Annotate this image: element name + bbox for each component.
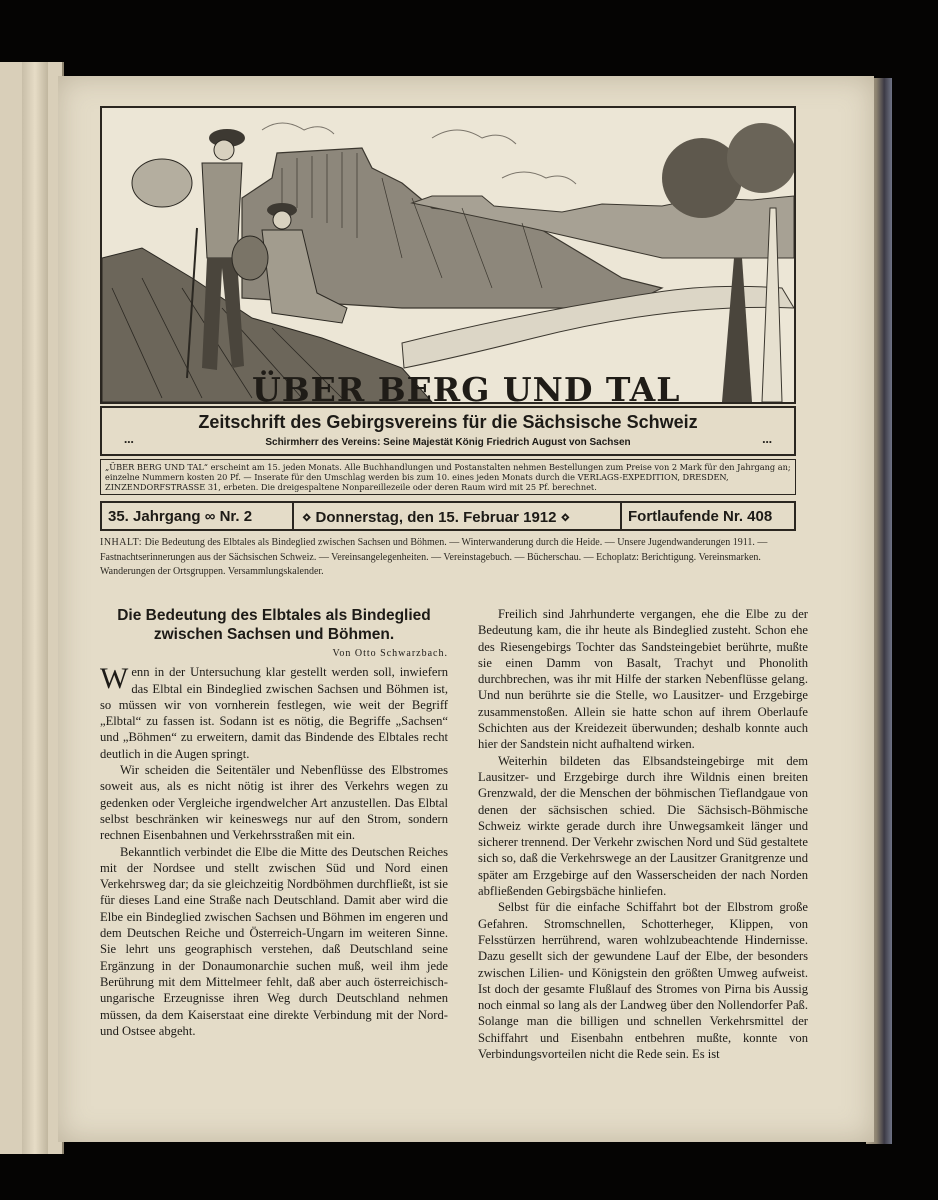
article-column-right — [478, 606, 808, 1062]
article-paragraph: Bekanntlich verbindet die Elbe die Mitte des Deutschen Reiches mit der Nordsee und stellt zwischen Süd und Nord einen Verkehrsweg dar; da sie gleichzeitig Nordböhmen durchfließt, ist sie für dieses Land eine Straße nach Deutschland. Damit aber wird die Elbe ein Bindeglied zwischen Sachsen und Böhmen im engeren und dem Deutschen Reiche und Österreich-Ungarn im weiteren Sinne. Sie lehrt uns geographisch verstehen, daß Deutschland seine Ergänzung in der Donaumonarchie suchen muß, weil ihm jede Berührung mit dem Mittelmeer fehlt, daß aber auch österreichisch-ungarische Erzeugnisse ihren Weg durch Deutschland nehmen müssen, da dem Kaiserstaat eine direkte Verbindung mit der Nord- und Ostsee abgeht. — [100, 844, 448, 1038]
paragraph-text: enn in der Untersuchung klar gestellt werden soll, inwiefern das Elbtal ein Bindeglied zwischen Sachsen und Böhmen ist, so müssen wir von vornherein festlegen, wie weit der Begriff „Elbtal“ zu fassen ist. Sodann ist es nötig, die Begriffe „Sachsen“ und „Böhmen“ zu erweitern, damit das Bindende des Elbtales recht deutlich in die Augen springt. — [100, 665, 448, 761]
article-paragraph: Weiterhin bildeten das Elbsandsteingebirge mit dem Lausitzer- und Erzgebirge durch ihre Wildnis einen breiten Grenzwald, der die Menschen der böhmischen Tieflandgaue von denen der sächsischen schied. Die Sächsisch-Böhmische Schweiz wirkte gerade durch ihre Unwegsamkeit länger und sicherer trennend. Der Verkehr zwischen Nord und Süd gestaltete sich so, daß die Verkehrswege an der Lausitzer Granitgrenze und später am Erzgebirge auf den Wasserscheiden der nach Norden abfließenden Gebirgsbäche hinliefen. — [478, 753, 808, 899]
issue-date: ⋄ Donnerstag, den 15. Februar 1912 ⋄ — [302, 509, 571, 526]
article-column-left — [100, 606, 448, 1039]
masthead-title: ÜBER BERG UND TAL — [252, 370, 681, 404]
drop-cap: W — [100, 662, 129, 696]
landscape-engraving — [102, 108, 794, 402]
left-page-edge — [0, 62, 64, 1154]
issue-number: Fortlaufende Nr. 408 — [628, 508, 773, 525]
issue-volume: 35. Jahrgang ∞ Nr. 2 — [108, 508, 253, 525]
article-byline: Von Otto Schwarzbach. — [332, 648, 448, 659]
issue-divider — [292, 503, 294, 529]
table-of-contents — [100, 536, 806, 580]
article-paragraph: Freilich sind Jahrhunderte vergangen, ehe die Elbe zu der Bedeutung kam, die ihr heute als Bindeglied zusteht. Schon ehe des Riesengebirgs Tochter das Sandsteingebiet berührte, mußte sie einen Damm von Basalt, Trachyt und Phonolith durchbrechen, was ihr mit Hilfe der starken Nebenflüsse gelang. Und nun berührte sie die Stelle, wo Lausitzer- und Erzgebirge zusammenstoßen. Allein sie hatte schon auf ihrem Oberlaufe Schichten aus der Kreidezeit überwunden; deshalb konnte auch hier der Sandstein nicht aufhaltend wirken. — [478, 607, 808, 752]
subscription-notice: „ÜBER BERG UND TAL“ erscheint am 15. jeden Monats. Alle Buchhandlungen und Postanstalten nehmen Bestellungen zum Preise von 2 Mark für den Jahrgang an; einzelne Nummern kosten 20 Pf. — Inserate für den Umschlag werden bis zum 10. eines jeden Monats durch die VERLAGS-EXPEDITION, DRESDEN, ZINZENDORFSTRASSE 31, erbeten. Die dreigespaltene Nonpareillezeile oder deren Raum wird mit 25 Pf. berechnet. — [100, 459, 796, 495]
masthead-subtitle: Zeitschrift des Gebirgsvereins für die Sächsische Schweiz — [198, 412, 698, 432]
masthead-patron: Schirmherr des Vereins: Seine Majestät König Friedrich August von Sachsen — [265, 437, 631, 448]
article-paragraph: Selbst für die einfache Schiffahrt bot der Elbstrom große Gefahren. Stromschnellen, Schotterheger, Klippen, von Felsstürzen herrührend, waren wohlzubeachtende Hindernisse. Dazu gesellt sich der gewundene Lauf der Elbe, der besonders zwischen Lilien- und Königstein den größten Umweg aufweist. Ist doch der gesamte Flußlauf des Stromes von Pirna bis Aussig noch einmal so lang als der Landweg über den Nollendorfer Paß. Solange man die billigen und schnellen Verkehrsmittel der Schiffahrt und Eisenbahn entbehren mußte, konnte von Verbindungsvorteilen nicht die Rede sein. Es ist — [478, 900, 808, 1062]
article-paragraph — [100, 664, 448, 762]
issue-bar — [100, 501, 796, 531]
magazine-page — [58, 76, 874, 1142]
ornament-dots-right: ... — [762, 431, 772, 446]
masthead-subtitle-box — [100, 406, 796, 456]
contents-text: Die Bedeutung des Elbtales als Bindeglied zwischen Sachsen und Böhmen. — Winterwanderung durch die Heide. — Unsere Jugendwanderungen 1911. — Fastnachtserinnerungen aus der Sächsischen Schweiz. — Vereinsangelegenheiten. — Vereinstagebuch. — Bücherschau. — Echoplatz: Berichtigung. Vereinsmarken. Wanderungen der Ortsgruppen. Versammlungskalender. — [100, 537, 768, 577]
contents-label: INHALT: — [100, 537, 143, 548]
masthead-illustration — [100, 106, 796, 404]
article-paragraph: Wir scheiden die Seitentäler und Nebenflüsse des Elbstromes soweit aus, als es nicht nötig ist ihrer des Verkehrs wegen zu gedenken oder Vergleiche irgendwelcher Art anzustellen. Das Elbtal selbst beschränken wir keineswegs nur auf den Strom, sondern rechnen Eisenbahnen und Verkehrsstraßen mit ein. — [100, 763, 448, 843]
article-title: Die Bedeutung des Elbtales als Bindeglied zwischen Sachsen und Böhmen. — [117, 607, 431, 643]
ornament-dots-left: ... — [124, 431, 134, 446]
issue-divider — [620, 503, 622, 529]
